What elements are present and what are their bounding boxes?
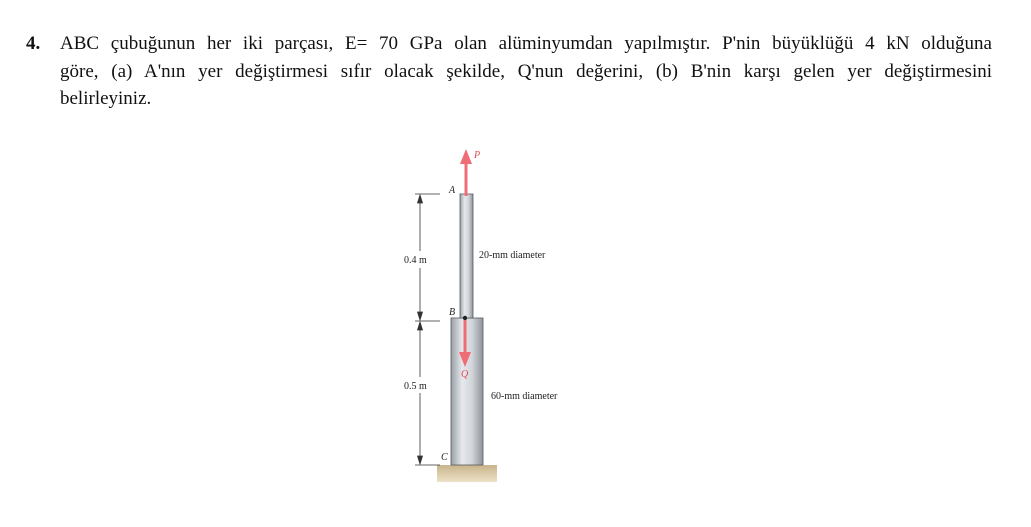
problem-number: 4. — [26, 33, 41, 54]
force-p-arrow — [460, 149, 472, 196]
rod-segment-ab — [460, 194, 473, 318]
force-p-label: P — [474, 150, 481, 161]
point-b-label: B — [449, 307, 456, 318]
point-a-label: A — [449, 185, 456, 196]
top-length-label: 0.4 m — [404, 255, 427, 266]
point-b-marker — [463, 316, 467, 320]
problem-line-1: ABC çubuğunun her iki parçası, E= 70 GPa olan alüminyumdan yapılmıştır. P'nin büyüklüğü 4 kN olduğuna — [60, 33, 992, 54]
bottom-length-label: 0.5 m — [404, 381, 427, 392]
point-c-label: C — [441, 452, 448, 463]
ground-support — [437, 465, 497, 482]
force-q-label: Q — [461, 369, 469, 380]
dimension-lines — [415, 194, 440, 465]
top-diameter-label: 20-mm diameter — [479, 250, 546, 261]
rod-segment-bc — [451, 318, 483, 465]
bottom-diameter-label: 60-mm diameter — [491, 391, 558, 402]
problem-line-3: belirleyiniz. — [60, 88, 152, 109]
problem-line-2: göre, (a) A'nın yer değiştirmesi sıfır olacak şekilde, Q'nun değerini, (b) B'nin karşı gelen yer değiştirmesini — [60, 60, 992, 82]
